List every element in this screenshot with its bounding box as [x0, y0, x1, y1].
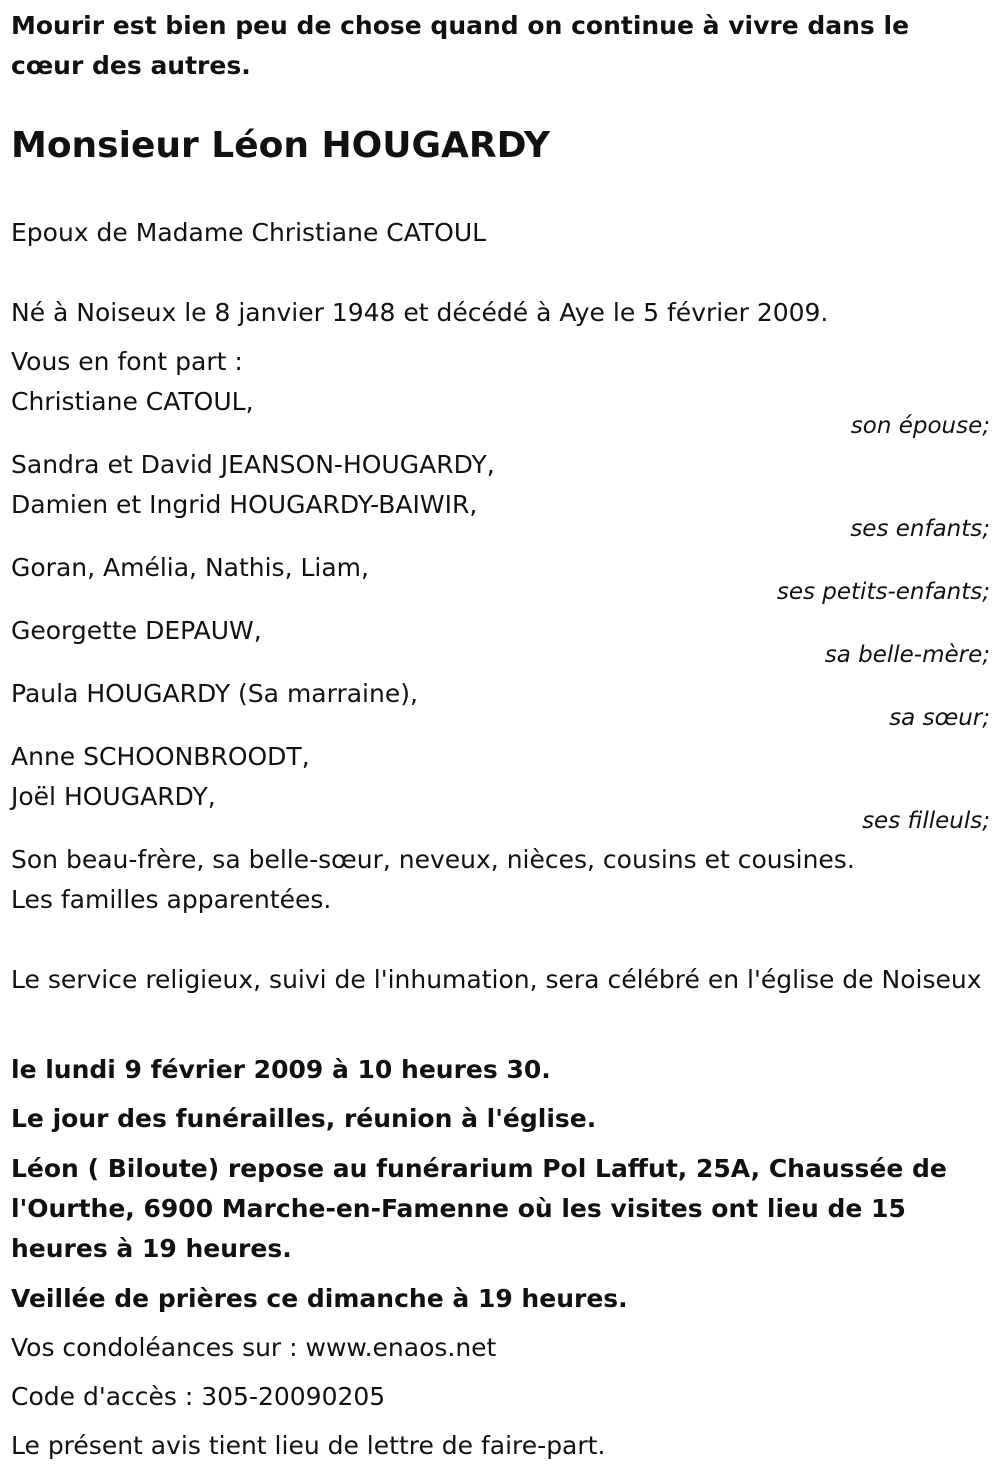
meeting-line: Le jour des funérailles, réunion à l'église. — [11, 1104, 597, 1133]
family-godchild-1: Anne SCHOONBROODT, — [11, 742, 310, 771]
spouse-line: Epoux de Madame Christiane CATOUL — [11, 218, 487, 247]
family-grandchildren-role: ses petits-enfants; — [776, 579, 990, 605]
closing-line: Le présent avis tient lieu de lettre de faire-part. — [11, 1431, 606, 1460]
funeral-home-paragraph: Léon ( Biloute) repose au funérarium Pol Laffut, 25A, Chaussée de l'Ourthe, 6900 Marche-en-Famenne où les visites ont lieu de 15 heures à 19 heures. — [11, 1154, 947, 1263]
condolences-line: Vos condoléances sur : www.enaos.net — [11, 1333, 497, 1362]
family-mother-in-law-role: sa belle-mère; — [824, 642, 990, 668]
deceased-name-title: Monsieur Léon HOUGARDY — [11, 125, 550, 166]
family-child-2: Damien et Ingrid HOUGARDY-BAIWIR, — [11, 490, 478, 519]
family-child-1: Sandra et David JEANSON-HOUGARDY, — [11, 450, 495, 479]
family-extended: Son beau-frère, sa belle-sœur, neveux, nièces, cousins et cousines. — [11, 845, 855, 874]
announcers-intro: Vous en font part : — [11, 347, 243, 376]
family-sister: Paula HOUGARDY (Sa marraine), — [11, 679, 418, 708]
family-godchildren-role: ses filleuls; — [862, 808, 990, 834]
access-code-line: Code d'accès : 305-20090205 — [11, 1382, 386, 1411]
epitaph-quote: Mourir est bien peu de chose quand on continue à vivre dans le cœur des autres. — [11, 11, 910, 80]
family-spouse-role: son épouse; — [850, 413, 990, 439]
family-godchild-2: Joël HOUGARDY, — [11, 782, 216, 811]
service-paragraph: Le service religieux, suivi de l'inhumation, sera célébré en l'église de Noiseux — [11, 965, 982, 994]
birth-death-line: Né à Noiseux le 8 janvier 1948 et décédé à Aye le 5 février 2009. — [11, 298, 829, 327]
family-mother-in-law: Georgette DEPAUW, — [11, 616, 262, 645]
vigil-line: Veillée de prières ce dimanche à 19 heures. — [11, 1284, 628, 1313]
family-sister-role: sa sœur; — [889, 705, 990, 731]
family-spouse-name: Christiane CATOUL, — [11, 387, 254, 416]
service-date: le lundi 9 février 2009 à 10 heures 30. — [11, 1055, 551, 1084]
family-grandchildren: Goran, Amélia, Nathis, Liam, — [11, 553, 369, 582]
family-children-role: ses enfants; — [850, 516, 990, 542]
family-related: Les familles apparentées. — [11, 885, 332, 914]
